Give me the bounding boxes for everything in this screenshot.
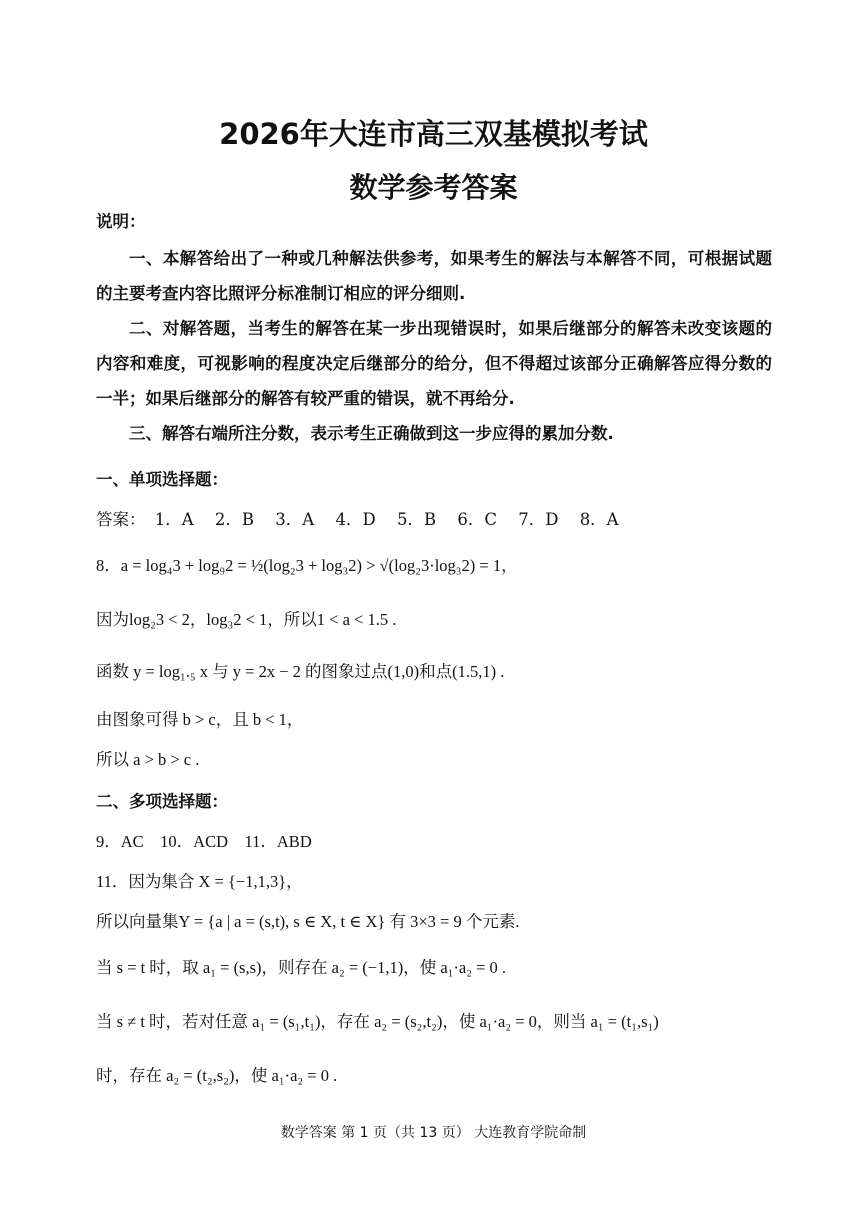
solution8-line-1: 8．a = log₄3 + log₉2 = ½(log₂3 + log₃2) > √(log₂3·log₃2) = 1， [96,556,518,575]
solution11-line-4: 当 s ≠ t 时，若对任意 a₁ = (s₁,t₁)，存在 a₂ = (s₂,t₂)，使 a₁·a₂ = 0，则当 a₁ = (t₁,s₁) [96,1012,659,1031]
answer-6: 6．C [457,510,497,529]
page-title: 2026年大连市高三双基模拟考试 [219,117,648,151]
section1-heading: 一、单项选择题： [96,470,228,489]
answer-4: 4．D [335,510,376,529]
answer-1: 1．A [154,510,194,529]
answer-2: 2．B [214,510,255,529]
solution8-line-4: 由图象可得 b > c，且 b < 1， [96,710,304,729]
answer-8: 8．A [579,510,619,529]
solution11-line-1: 11．因为集合 X = {−1,1,3}， [96,872,303,891]
note-1: 一、本解答给出了一种或几种解法供参考，如果考生的解法与本解答不同，可根据试题的主要考查内容比照评分标准制订相应的评分细则. [96,249,772,303]
answer-5: 5．B [396,510,437,529]
note-3: 三、解答右端所注分数，表示考生正确做到这一步应得的累加分数. [129,424,614,443]
section2-heading: 二、多项选择题： [96,792,228,811]
page-subtitle: 数学参考答案 [349,171,518,204]
note-2: 二、对解答题，当考生的解答在某一步出现错误时，如果后继部分的解答未改变该题的内容和难度，可视影响的程度决定后继部分的给分，但不得超过该部分正确解答应得分数的一半；如果后继部分的解答有较严重的错误，就不再给分. [96,319,772,408]
solution11-line-5: 时，存在 a₂ = (t₂,s₂)，使 a₁·a₂ = 0 . [96,1066,338,1085]
solution8-line-2: 因为log₂3 < 2，log₃2 < 1，所以1 < a < 1.5 . [96,610,397,629]
answers-label: 答案： [96,510,146,529]
answer-7: 7．D [518,510,559,529]
solution8-line-5: 所以 a > b > c . [96,750,200,769]
solution8-line-3: 函数 y = log₁.₅ x 与 y = 2x − 2 的图象过点(1,0)和点(1.5,1) . [96,662,505,681]
single-choice-answers [96,508,635,532]
solution11-line-3: 当 s = t 时，取 a₁ = (s,s)，则存在 a₂ = (−1,1)，使 a₁·a₂ = 0 . [96,958,507,977]
note-heading: 说明： [96,212,146,231]
page-footer: 数学答案 第 1 页（共 13 页） 大连教育学院命制 [280,1125,587,1141]
solution11-line-2: 所以向量集Y = {a | a = (s,t), s ∈ X, t ∈ X} 有 3×3 = 9 个元素. [96,912,520,931]
answer-3: 3．A [275,510,315,529]
multi-choice-answers: 9．AC 10．ACD 11．ABD [96,832,312,851]
